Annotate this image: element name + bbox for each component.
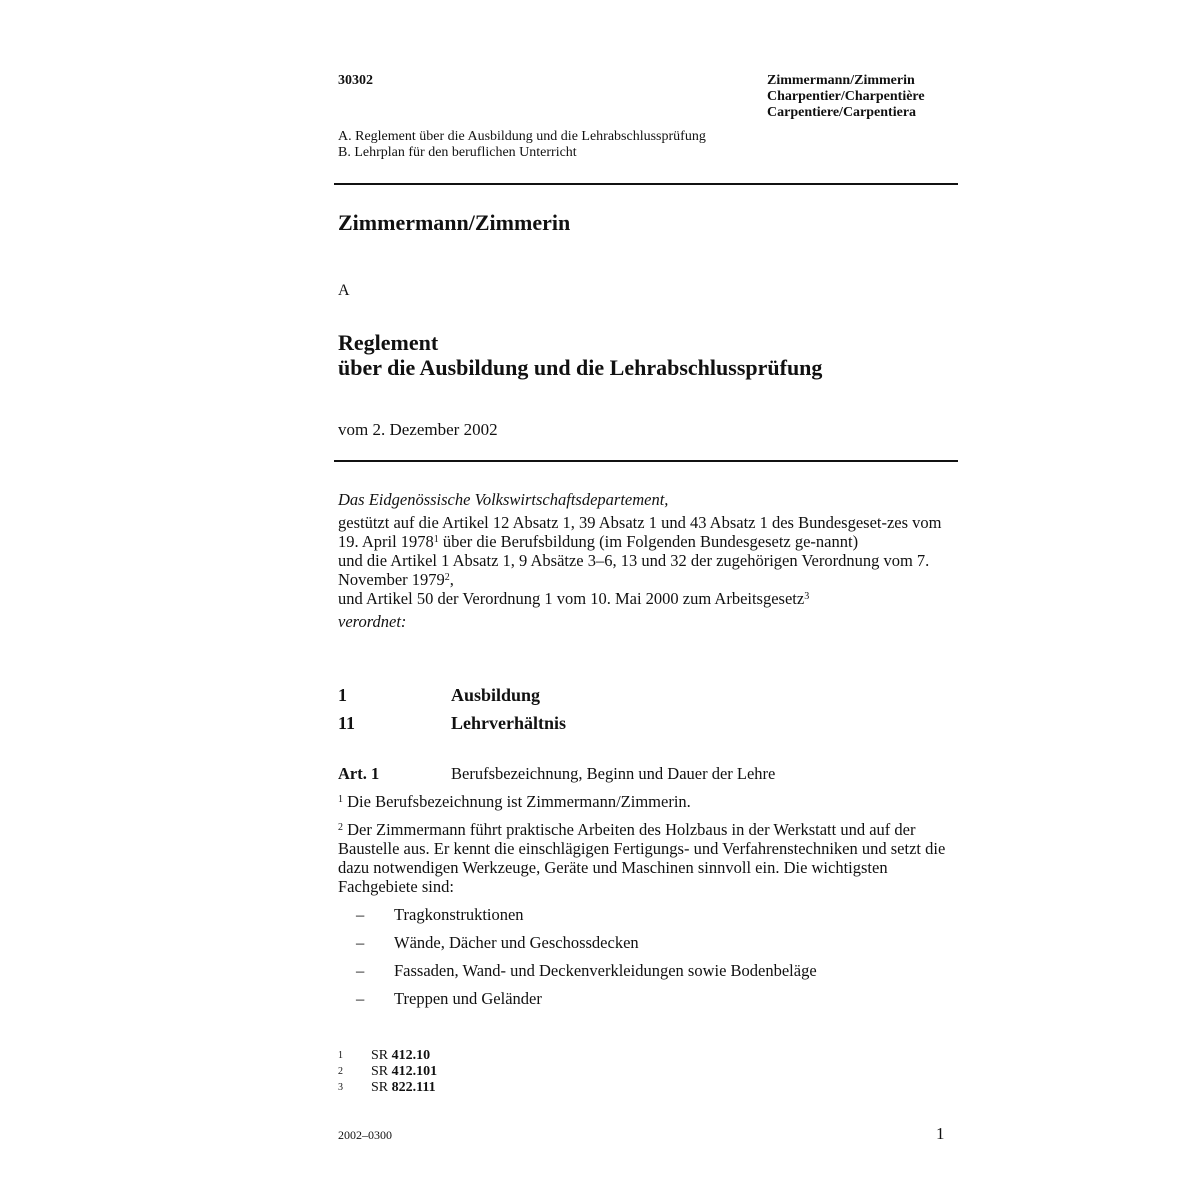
document-parts — [338, 129, 706, 161]
section-number: 11 — [338, 713, 356, 733]
document-number: 30302 — [338, 73, 373, 88]
title-it: Carpentiere/Carpentiera — [767, 105, 917, 120]
footnote-ref-3: 3 — [804, 591, 810, 602]
article-label: Art. 1 — [338, 764, 380, 783]
article-paragraph-2: $^2$ Der Zimmermann führt praktische Arbeiten des Holzbaus in der Werkstatt und auf der Baustelle aus. Er kennt die einschlägigen Fertigungs- und Verfahrenstechniken und setzt die dazu notwendigen Werkzeuge, Geräte und Maschinen sinnvoll ein. Die wichtigsten Fachgebiete sind: — [338, 820, 946, 896]
regulation-title-line1: Reglement — [338, 330, 439, 355]
regulation-title-line2: über die Ausbildung und die Lehrabschlussprüfung — [338, 355, 823, 380]
list-item: – Wände, Dächer und Geschossdecken — [356, 933, 639, 952]
section-letter: A — [338, 282, 350, 299]
footnote-ref-2: 2 — [444, 572, 450, 583]
title-fr: Charpentier/Charpentière — [767, 89, 925, 104]
article-paragraph-1: $^1$ Die Berufsbezeichnung ist Zimmermann/Zimmerin. — [338, 792, 691, 811]
list-item: – Tragkonstruktionen — [356, 905, 524, 924]
preamble-basis-2: und die Artikel 1 Absatz 1, 9 Absätze 3–6, 13 und 32 der zugehörigen Verordnung vom 7. November 1979$^2$, — [338, 551, 930, 589]
page-title: Zimmermann/Zimmerin — [338, 210, 571, 235]
preamble-basis-1: gestützt auf die Artikel 12 Absatz 1, 39 Absatz 1 und 43 Absatz 1 des Bundesgeset-zes vom 19. April 1978$^1$ über die Berufsbildung (im Folgenden Bundesgesetz ge-nannt) — [338, 513, 942, 551]
preamble-basis-3: und Artikel 50 der Verordnung 1 vom 10. Mai 2000 zum Arbeitsgesetz$^3$ — [338, 589, 810, 608]
title-de: Zimmermann/Zimmerin — [767, 73, 915, 88]
regulation-date: vom 2. Dezember 2002 — [338, 420, 498, 439]
list-item: – Fassaden, Wand- und Deckenverkleidungen sowie Bodenbeläge — [356, 961, 817, 980]
page-number: 1 — [936, 1124, 945, 1143]
part-b: B. Lehrplan für den beruflichen Unterricht — [338, 145, 577, 160]
part-a: A. Reglement über die Ausbildung und die Lehrabschlussprüfung — [338, 129, 706, 144]
section-number: 1 — [338, 685, 347, 705]
article-heading — [338, 764, 775, 784]
footnote: 2 SR 412.101 — [338, 1064, 438, 1079]
footer-code: 2002–0300 — [338, 1128, 392, 1142]
section-title: Lehrverhältnis — [451, 713, 566, 733]
article-body — [338, 792, 958, 1017]
regulation-title — [338, 330, 822, 380]
section-heading-1 — [338, 685, 540, 706]
subject-list — [338, 905, 958, 1008]
preamble-verordnet: verordnet: — [338, 612, 407, 631]
footnotes — [338, 1048, 437, 1096]
profession-titles — [767, 73, 925, 121]
divider-top — [334, 183, 958, 185]
footnote-ref-1: 1 — [433, 534, 439, 545]
footnote: 3 SR 822.111 — [338, 1080, 436, 1095]
article-title: Berufsbezeichnung, Beginn und Dauer der Lehre — [451, 764, 776, 783]
section-title: Ausbildung — [451, 685, 541, 705]
preamble — [338, 490, 958, 631]
preamble-authority: Das Eidgenössische Volkswirtschaftsdepartement, — [338, 490, 669, 509]
footnote: 1 SR 412.10 — [338, 1048, 431, 1063]
divider-bottom — [334, 460, 958, 462]
list-item: – Treppen und Geländer — [356, 989, 542, 1008]
section-heading-11 — [338, 713, 566, 734]
